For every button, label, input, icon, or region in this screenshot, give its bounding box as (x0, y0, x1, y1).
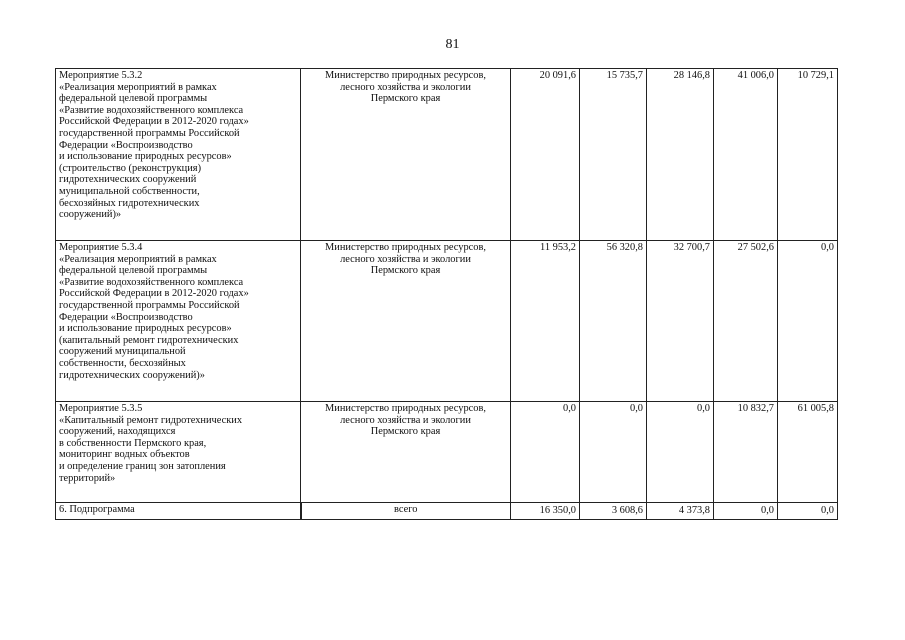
value-cell-3: 4 373,8 (647, 503, 714, 520)
event-cell (56, 503, 301, 520)
value-cell-4: 41 006,0 (714, 69, 778, 241)
value-cell-5: 61 005,8 (778, 402, 838, 503)
value-cell-1: 20 091,6 (511, 69, 580, 241)
value-cell-2: 0,0 (580, 402, 647, 503)
value-cell-4: 27 502,6 (714, 241, 778, 402)
table-row (56, 69, 838, 241)
value-cell-1: 0,0 (511, 402, 580, 503)
value-cell-3: 28 146,8 (647, 69, 714, 241)
value-cell-5: 0,0 (778, 503, 838, 520)
executor-cell: Министерство природных ресурсов, лесного хозяйства и экологии Пермского края (301, 69, 511, 241)
page-number: 81 (445, 37, 460, 52)
event-description: «Капитальный ремонт гидротехнических сооружений, находящихся в собственности Пермского края, мониторинг водных объектов и определение границ зон затопления территорий» (59, 414, 243, 484)
event-title: Мероприятие 5.3.2 (59, 70, 143, 81)
event-description: «Реализация мероприятий в рамках федеральной целевой программы «Развитие водохозяйственного комплекса Российской Федерации в 2012-2020 годах» государственной программы Российской Федерации «Воспроизводство и использование природных ресурсов» (капитальный ремонт гидротехнических сооружений муниципальной собственности, бесхозяйных гидротехнических сооружений)» (59, 253, 249, 381)
event-title: 6. Подпрограмма (59, 504, 135, 515)
budget-table (55, 68, 838, 520)
value-cell-1: 11 953,2 (511, 241, 580, 402)
value-cell-4: 0,0 (714, 503, 778, 520)
executor-cell: всего (301, 503, 511, 520)
event-description: «Реализация мероприятий в рамках федеральной целевой программы «Развитие водохозяйственного комплекса Российской Федерации в 2012-2020 годах» государственной программы Российской Федерации «Воспроизводство и использование природных ресурсов» (строительство (реконструкция) гидротехнических сооружений муниципальной собственности, бесхозяйных гидротехнических сооружений)» (59, 81, 249, 221)
event-title: Мероприятие 5.3.4 (59, 242, 143, 253)
value-cell-2: 56 320,8 (580, 241, 647, 402)
executor-cell: Министерство природных ресурсов, лесного хозяйства и экологии Пермского края (301, 241, 511, 402)
value-cell-2: 15 735,7 (580, 69, 647, 241)
executor-cell: Министерство природных ресурсов, лесного хозяйства и экологии Пермского края (301, 402, 511, 503)
event-cell (56, 69, 301, 241)
value-cell-2: 3 608,6 (580, 503, 647, 520)
event-title: Мероприятие 5.3.5 (59, 403, 143, 414)
value-cell-5: 0,0 (778, 241, 838, 402)
event-cell (56, 241, 301, 402)
table-row (56, 402, 838, 503)
table-row (56, 503, 838, 520)
value-cell-4: 10 832,7 (714, 402, 778, 503)
event-cell (56, 402, 301, 503)
value-cell-3: 0,0 (647, 402, 714, 503)
table-row (56, 241, 838, 402)
value-cell-1: 16 350,0 (511, 503, 580, 520)
value-cell-3: 32 700,7 (647, 241, 714, 402)
value-cell-5: 10 729,1 (778, 69, 838, 241)
